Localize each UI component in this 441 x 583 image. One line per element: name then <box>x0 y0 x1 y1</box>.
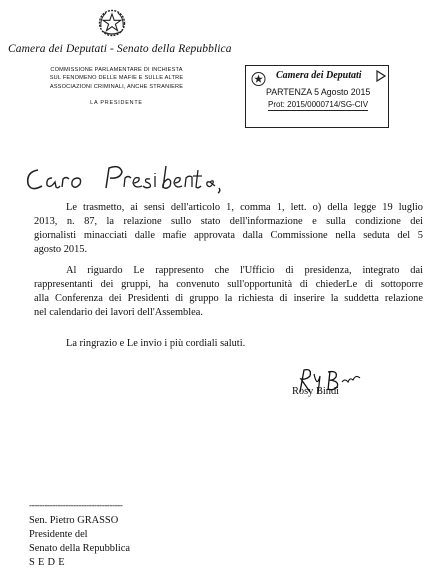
recipient-institution: Senato della Repubblica <box>29 543 130 554</box>
commission-line: SUL FENOMENO DELLE MAFIE E SULLE ALTRE <box>49 75 184 82</box>
recipient-location: SEDE <box>29 557 68 568</box>
italian-republic-emblem-icon <box>97 8 127 38</box>
recipient-title: Presidente del <box>29 529 88 540</box>
body-line: giornalisti minacciati dalle mafie approvata dalla Commissione nella seduta del 5 <box>34 229 423 241</box>
recipient-name: Sen. Pietro GRASSO <box>29 515 119 526</box>
stamp-protocol-number: Prot: 2015/0000714/SG-CIV <box>268 100 369 109</box>
commission-line: ASSOCIAZIONI CRIMINALI, ANCHE STRANIERE <box>49 83 184 90</box>
stamp-departure: PARTENZA 5 Agosto 2015 <box>266 87 371 97</box>
body-line: Le trasmetto, ai sensi dell'articolo 1, comma 1, lett. o) della legge 19 luglio <box>66 202 423 213</box>
body-line: 2013, n. 87, la relazione sullo stato dell'informazione e sulla condizione dei <box>34 215 423 227</box>
body-line: rappresentanti dei gruppi, ha convenuto sull'opportunità di chiederLe di sottoporre <box>34 278 423 290</box>
body-paragraph-1 <box>34 201 423 257</box>
role-label: LA PRESIDENTE <box>90 100 143 106</box>
signer-name: Rosy Bindi <box>292 386 340 397</box>
handwritten-salutation <box>22 162 272 196</box>
body-line: Al riguardo Le rappresento che l'Ufficio di presidenza, integrato dai <box>66 265 423 276</box>
body-line: agosto 2015. <box>34 243 88 255</box>
body-line: alla Conferenza dei Presidenti di gruppo la richiesta di inserire la suddetta relazione <box>34 292 423 304</box>
commission-line: COMMISSIONE PARLAMENTARE DI INCHIESTA <box>50 67 183 73</box>
stamp-emblem-icon <box>251 71 266 87</box>
commission-name <box>34 66 199 91</box>
separator-line: ------------------------------------ <box>29 500 123 510</box>
institution-title: Camera dei Deputati - Senato della Repubblica <box>8 43 232 55</box>
stamp-arrow-icon <box>376 70 386 82</box>
closing-line: La ringrazio e Le invio i più cordiali saluti. <box>66 338 246 349</box>
stamp-title: Camera dei Deputati <box>276 70 362 81</box>
body-paragraph-2 <box>34 264 423 320</box>
body-line: nel calendario dei lavori dell'Assemblea. <box>34 306 203 318</box>
